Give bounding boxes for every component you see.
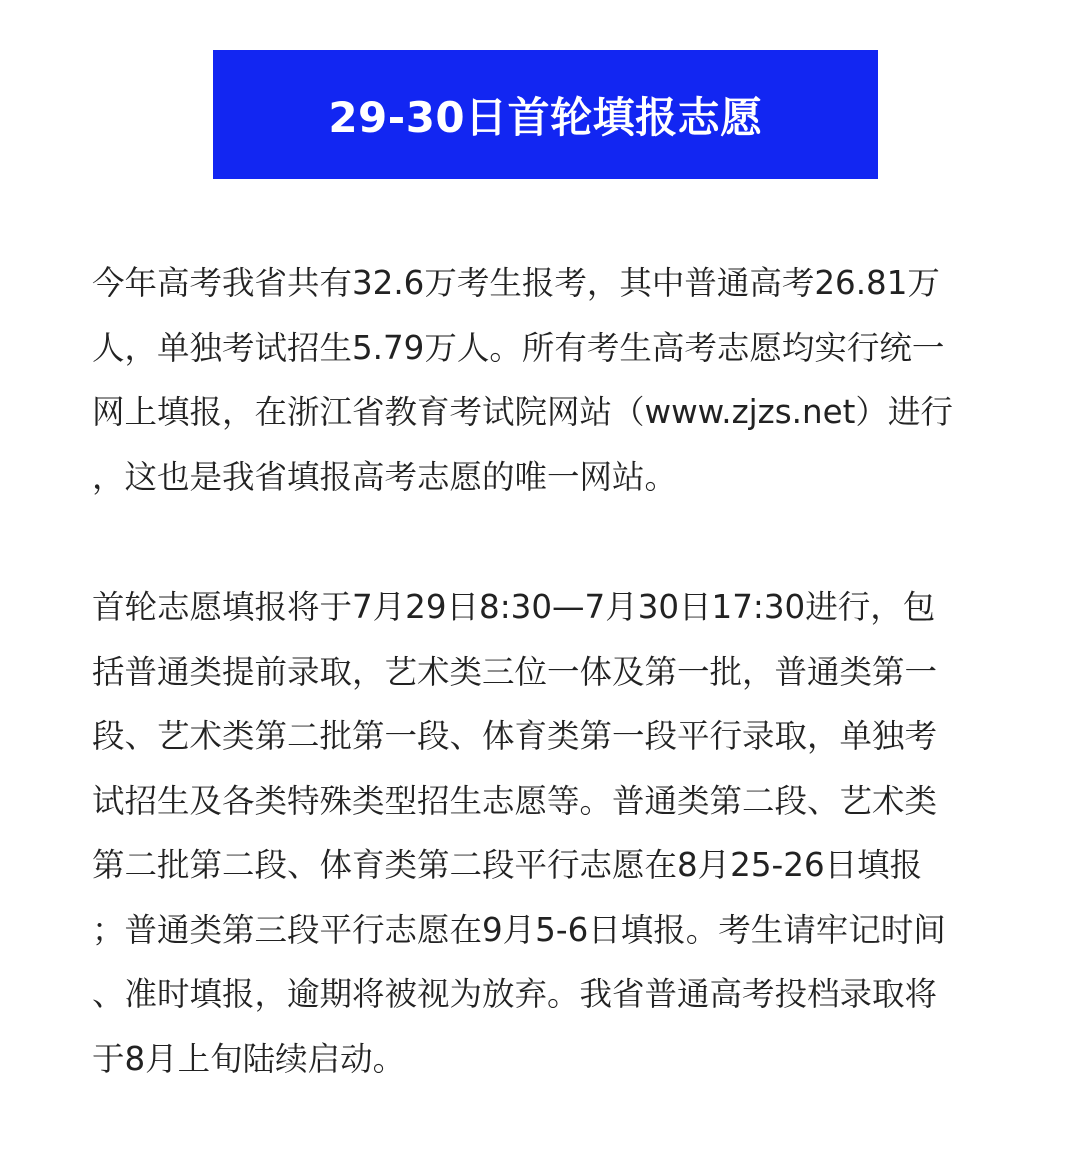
paragraph-line: 试招生及各类特殊类型招生志愿等。普通类第二段、艺术类 — [92, 781, 938, 820]
paragraph-line: 首轮志愿填报将于7月29日8:30—7月30日17:30进行，包 — [92, 588, 936, 626]
title-banner — [213, 50, 878, 179]
paragraph-line: 第二批第二段、体育类第二段平行志愿在8月25-26日填报 — [92, 846, 923, 884]
paragraph-line: 、准时填报，逾期将被视为放弃。我省普通高考投档录取将 — [92, 975, 938, 1013]
paragraph-line: 网上填报，在浙江省教育考试院网站（www.zjzs.net）进行 — [92, 393, 953, 431]
paragraph-line: 人，单独考试招生5.79万人。所有考生高考志愿均实行统一 — [92, 328, 945, 367]
paragraph-line: 于8月上旬陆续启动。 — [92, 1039, 406, 1078]
paragraph-schedule-info — [92, 575, 992, 1091]
paragraph-line: 今年高考我省共有32.6万考生报考，其中普通高考26.81万 — [92, 264, 940, 302]
paragraph-line: 括普通类提前录取，艺术类三位一体及第一批，普通类第一 — [92, 652, 938, 691]
paragraph-line: 段、艺术类第二批第一段、体育类第一段平行录取，单独考 — [92, 717, 938, 755]
paragraph-line: ；普通类第三段平行志愿在9月5-6日填报。考生请牢记时间 — [92, 910, 946, 949]
page-title: 29-30日首轮填报志愿 — [328, 92, 763, 142]
paragraph-line: ，这也是我省填报高考志愿的唯一网站。 — [92, 457, 678, 496]
paragraph-registration-info — [92, 251, 992, 509]
